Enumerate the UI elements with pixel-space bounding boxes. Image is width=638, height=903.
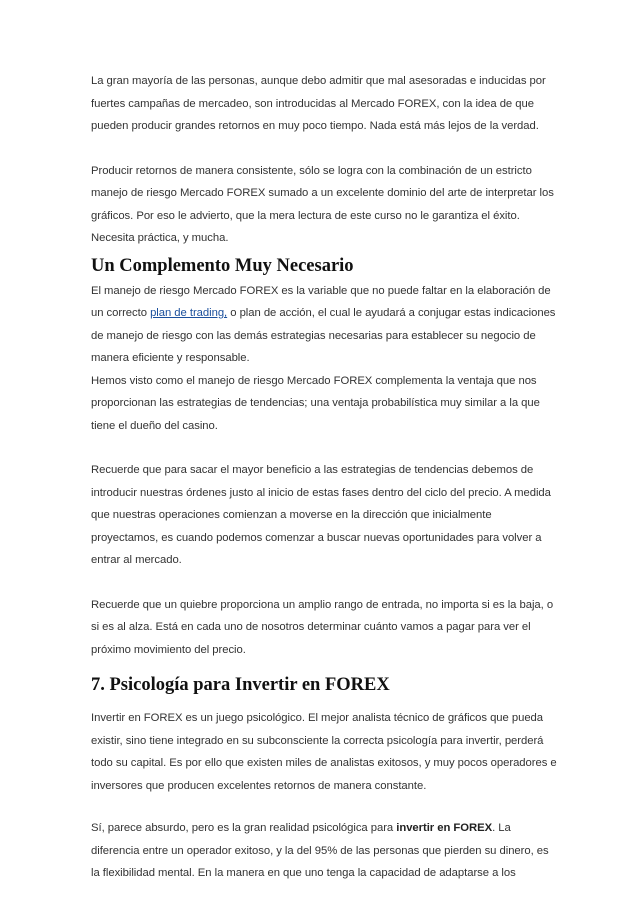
paragraph-breakout: Recuerde que un quiebre proporciona un amplio rango de entrada, no importa si es la baja, o si es al alza. Está en cada uno de nosotros determinar cuánto vamos a pagar para ver el próximo movimiento del precio. (91, 598, 554, 656)
paragraph-risk-text-2: o plan de acción, el cual le ayudará a conjugar estas indicaciones de manejo de riesgo con las demás estrategias necesarias para establecer su negocio de manera eficiente y responsable. (91, 307, 556, 364)
paragraph-flexibility (91, 817, 559, 885)
paragraph-risk-text-1: El manejo de riesgo Mercado FOREX es la variable que no puede faltar en la elaboración de un correcto (91, 284, 551, 319)
paragraph-psychology-game: Invertir en FOREX es un juego psicológico. El mejor analista técnico de gráficos que pueda existir, sino tiene integrado en su subconsciente la correcta psicología para invertir, perderá todo su capital. Es por ello que existen miles de analistas exitosos, y muy pocos operadores e inversores que producen excelentes retornos de manera constante. (91, 712, 557, 792)
paragraph-consistency: Producir retornos de manera consistente, sólo se logra con la combinación de un estricto manejo de riesgo Mercado FOREX sumado a un excelente dominio del arte de interpretar los gráficos. Por eso le advierto, que la mera lectura de este curso no le garantiza el éxito. Necesita práctica, y mucha. (91, 164, 554, 244)
paragraph-intro: La gran mayoría de las personas, aunque debo admitir que mal asesoradas e inducidas por fuertes campañas de mercadeo, son introducidas al Mercado FOREX, con la idea de que pueden producir grandes retornos en muy poco tiempo. Nada está más lejos de la verdad. (91, 75, 546, 132)
paragraph-casino: Hemos visto como el manejo de riesgo Mercado FOREX complementa la ventaja que nos proporcionan las estrategias de tendencias; una ventaja probabilística muy similar a la que tiene el dueño del casino. (91, 374, 540, 432)
plan-de-trading-link[interactable]: plan de trading, (150, 307, 228, 319)
document-page (91, 70, 559, 885)
heading-complemento: Un Complemento Muy Necesario (91, 255, 354, 276)
heading-psicologia: 7. Psicología para Invertir en FOREX (91, 675, 390, 695)
invertir-en-forex-bold: invertir en FOREX (396, 822, 493, 834)
paragraph-trend-strategies: Recuerde que para sacar el mayor beneficio a las estrategias de tendencias debemos de introducir nuestras órdenes justo al inicio de estas fases dentro del ciclo del precio. A medida que nuestras operaciones comienzan a moverse en la dirección que inicialmente proyectamos, es cuando podemos comenzar a buscar nuevas oportunidades para volver a entrar al mercado. (91, 464, 551, 566)
paragraph-risk-management (91, 280, 559, 370)
paragraph-flex-text-2: . La diferencia entre un operador exitoso, y la del 95% de las personas que pierden su dinero, es la flexibilidad mental. En la manera en que uno tenga la capacidad de adaptarse a los (91, 822, 549, 879)
paragraph-flex-text-1: Sí, parece absurdo, pero es la gran realidad psicológica para (91, 822, 397, 834)
